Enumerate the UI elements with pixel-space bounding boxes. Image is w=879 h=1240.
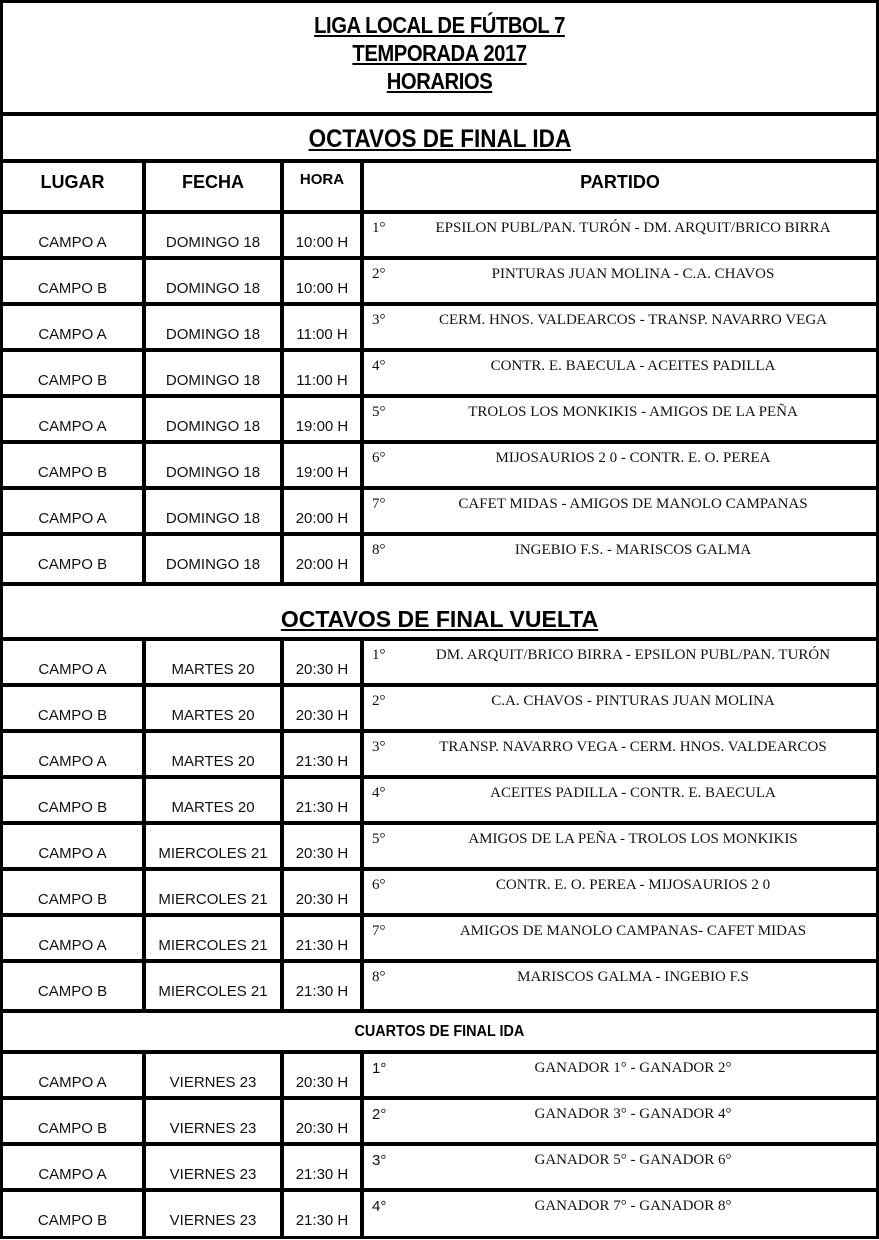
cell-lugar: CAMPO B (3, 1192, 146, 1238)
table-row (3, 260, 876, 306)
section-rows (3, 1054, 876, 1238)
table-row (3, 641, 876, 687)
match-teams: GANADOR 1° - GANADOR 2° (534, 1060, 732, 1076)
cell-lugar: CAMPO A (3, 825, 146, 867)
match-teams: TROLOS LOS MONKIKIS - AMIGOS DE LA PEÑA (468, 404, 798, 420)
match-number: 2° (372, 266, 386, 282)
table-row (3, 306, 876, 352)
column-headers (3, 163, 876, 214)
table-row (3, 917, 876, 963)
match-number: 2° (372, 1106, 387, 1123)
document-title (3, 3, 876, 116)
match-teams: MARISCOS GALMA - INGEBIO F.S (517, 969, 749, 985)
match-number: 2° (372, 693, 386, 709)
table-row (3, 779, 876, 825)
match-number: 6° (372, 877, 386, 893)
section-rows (3, 641, 876, 1009)
cell-hora: 20:30 H (284, 1100, 364, 1142)
cell-partido (364, 260, 876, 302)
match-teams: TRANSP. NAVARRO VEGA - CERM. HNOS. VALDEARCOS (439, 739, 827, 755)
table-row (3, 536, 876, 582)
cell-hora: 20:30 H (284, 825, 364, 867)
table-row (3, 490, 876, 536)
section-title-octavos-ida (3, 116, 876, 163)
cell-partido (364, 779, 876, 821)
match-teams: ACEITES PADILLA - CONTR. E. BAECULA (490, 785, 776, 801)
cell-lugar: CAMPO A (3, 490, 146, 532)
cell-lugar: CAMPO A (3, 398, 146, 440)
table-row (3, 1146, 876, 1192)
cell-partido (364, 733, 876, 775)
section-title-octavos-vuelta (3, 582, 876, 641)
match-number: 6° (372, 450, 386, 466)
cell-partido (364, 444, 876, 486)
cell-partido (364, 214, 876, 256)
table-row (3, 352, 876, 398)
match-teams: EPSILON PUBL/PAN. TURÓN - DM. ARQUIT/BRICO BIRRA (435, 220, 831, 236)
cell-partido (364, 825, 876, 867)
match-teams: MIJOSAURIOS 2 0 - CONTR. E. O. PEREA (495, 450, 771, 466)
cell-partido (364, 1054, 876, 1096)
match-number: 1° (372, 647, 386, 663)
cell-fecha: DOMINGO 18 (146, 490, 284, 532)
cell-lugar: CAMPO B (3, 871, 146, 913)
table-row (3, 214, 876, 260)
cell-lugar: CAMPO A (3, 917, 146, 959)
cell-partido (364, 963, 876, 1009)
cell-partido (364, 490, 876, 532)
season-title: TEMPORADA 2017 (352, 40, 527, 66)
cell-partido (364, 1192, 876, 1238)
match-number: 8° (372, 542, 386, 558)
section-title-text: OCTAVOS DE FINAL VUELTA (280, 606, 599, 632)
cell-hora: 20:30 H (284, 687, 364, 729)
cell-hora: 10:00 H (284, 214, 364, 256)
section-rows (3, 214, 876, 582)
cell-fecha: MARTES 20 (146, 641, 284, 683)
cell-partido (364, 352, 876, 394)
match-teams: C.A. CHAVOS - PINTURAS JUAN MOLINA (491, 693, 775, 709)
cell-fecha: VIERNES 23 (146, 1146, 284, 1188)
cell-partido (364, 536, 876, 582)
match-teams: CERM. HNOS. VALDEARCOS - TRANSP. NAVARRO VEGA (438, 312, 827, 328)
match-teams: CONTR. E. O. PEREA - MIJOSAURIOS 2 0 (495, 877, 771, 893)
match-teams: GANADOR 5° - GANADOR 6° (534, 1152, 732, 1168)
match-teams: DM. ARQUIT/BRICO BIRRA - EPSILON PUBL/PAN. TURÓN (435, 647, 831, 663)
match-number: 4° (372, 785, 386, 801)
cell-fecha: MARTES 20 (146, 779, 284, 821)
cell-lugar: CAMPO B (3, 779, 146, 821)
match-teams: AMIGOS DE LA PEÑA - TROLOS LOS MONKIKIS (468, 831, 798, 847)
cell-partido (364, 1146, 876, 1188)
cell-lugar: CAMPO A (3, 1054, 146, 1096)
col-header-lugar: LUGAR (3, 163, 146, 210)
table-row (3, 687, 876, 733)
section-title-cuartos-ida (3, 1009, 876, 1054)
cell-hora: 20:00 H (284, 490, 364, 532)
cell-hora: 11:00 H (284, 306, 364, 348)
cell-fecha: DOMINGO 18 (146, 536, 284, 582)
cell-partido (364, 641, 876, 683)
cell-fecha: VIERNES 23 (146, 1100, 284, 1142)
cell-lugar: CAMPO A (3, 214, 146, 256)
cell-fecha: MIERCOLES 21 (146, 825, 284, 867)
col-header-partido: PARTIDO (580, 172, 660, 192)
cell-partido (364, 306, 876, 348)
match-number: 8° (372, 969, 386, 985)
cell-lugar: CAMPO B (3, 536, 146, 582)
cell-hora: 19:00 H (284, 398, 364, 440)
match-teams: PINTURAS JUAN MOLINA - C.A. CHAVOS (491, 266, 775, 282)
table-row (3, 398, 876, 444)
table-row (3, 1192, 876, 1238)
cell-fecha: MIERCOLES 21 (146, 871, 284, 913)
match-teams: INGEBIO F.S. - MARISCOS GALMA (514, 542, 752, 558)
match-number: 7° (372, 923, 386, 939)
cell-partido (364, 871, 876, 913)
match-teams: CONTR. E. BAECULA - ACEITES PADILLA (490, 358, 776, 374)
match-number: 4° (372, 1198, 387, 1215)
match-number: 3° (372, 1152, 387, 1169)
cell-hora: 10:00 H (284, 260, 364, 302)
cell-hora: 21:30 H (284, 1192, 364, 1238)
cell-fecha: DOMINGO 18 (146, 260, 284, 302)
cell-fecha: DOMINGO 18 (146, 306, 284, 348)
cell-hora: 11:00 H (284, 352, 364, 394)
cell-fecha: DOMINGO 18 (146, 398, 284, 440)
match-teams: AMIGOS DE MANOLO CAMPANAS- CAFET MIDAS (459, 923, 807, 939)
match-number: 3° (372, 739, 386, 755)
schedule-title: HORARIOS (386, 68, 493, 94)
cell-partido (364, 1100, 876, 1142)
table-row (3, 444, 876, 490)
cell-partido (364, 687, 876, 729)
match-number: 1° (372, 1060, 387, 1077)
cell-fecha: DOMINGO 18 (146, 214, 284, 256)
cell-lugar: CAMPO B (3, 260, 146, 302)
cell-lugar: CAMPO B (3, 687, 146, 729)
col-header-fecha: FECHA (146, 163, 284, 210)
match-number: 7° (372, 496, 386, 512)
cell-lugar: CAMPO B (3, 963, 146, 1009)
cell-lugar: CAMPO A (3, 733, 146, 775)
cell-hora: 21:30 H (284, 733, 364, 775)
section-title-text: OCTAVOS DE FINAL IDA (308, 125, 571, 153)
cell-hora: 21:30 H (284, 779, 364, 821)
cell-hora: 21:30 H (284, 963, 364, 1009)
cell-hora: 19:00 H (284, 444, 364, 486)
league-title: LIGA LOCAL DE FÚTBOL 7 (314, 12, 565, 38)
cell-lugar: CAMPO A (3, 641, 146, 683)
cell-partido (364, 917, 876, 959)
cell-lugar: CAMPO A (3, 1146, 146, 1188)
match-teams: GANADOR 3° - GANADOR 4° (534, 1106, 732, 1122)
table-row (3, 1100, 876, 1146)
cell-hora: 21:30 H (284, 917, 364, 959)
cell-fecha: VIERNES 23 (146, 1192, 284, 1238)
match-number: 1° (372, 220, 386, 236)
table-row (3, 825, 876, 871)
cell-hora: 20:30 H (284, 871, 364, 913)
cell-hora: 20:30 H (284, 641, 364, 683)
cell-lugar: CAMPO B (3, 1100, 146, 1142)
table-row (3, 1054, 876, 1100)
cell-fecha: MARTES 20 (146, 687, 284, 729)
cell-lugar: CAMPO A (3, 306, 146, 348)
cell-lugar: CAMPO B (3, 352, 146, 394)
cell-hora: 21:30 H (284, 1146, 364, 1188)
match-teams: CAFET MIDAS - AMIGOS DE MANOLO CAMPANAS (458, 496, 808, 512)
match-number: 4° (372, 358, 386, 374)
match-number: 5° (372, 831, 386, 847)
cell-fecha: DOMINGO 18 (146, 352, 284, 394)
match-number: 5° (372, 404, 386, 420)
cell-hora: 20:30 H (284, 1054, 364, 1096)
cell-fecha: MIERCOLES 21 (146, 963, 284, 1009)
section-title-text: CUARTOS DE FINAL IDA (354, 1023, 525, 1040)
table-row (3, 963, 876, 1009)
table-row (3, 733, 876, 779)
cell-fecha: VIERNES 23 (146, 1054, 284, 1096)
match-teams: GANADOR 7° - GANADOR 8° (534, 1198, 732, 1214)
col-header-hora: HORA (284, 163, 364, 210)
cell-partido (364, 398, 876, 440)
cell-hora: 20:00 H (284, 536, 364, 582)
table-row (3, 871, 876, 917)
match-number: 3° (372, 312, 386, 328)
cell-fecha: DOMINGO 18 (146, 444, 284, 486)
cell-lugar: CAMPO B (3, 444, 146, 486)
cell-fecha: MARTES 20 (146, 733, 284, 775)
cell-fecha: MIERCOLES 21 (146, 917, 284, 959)
